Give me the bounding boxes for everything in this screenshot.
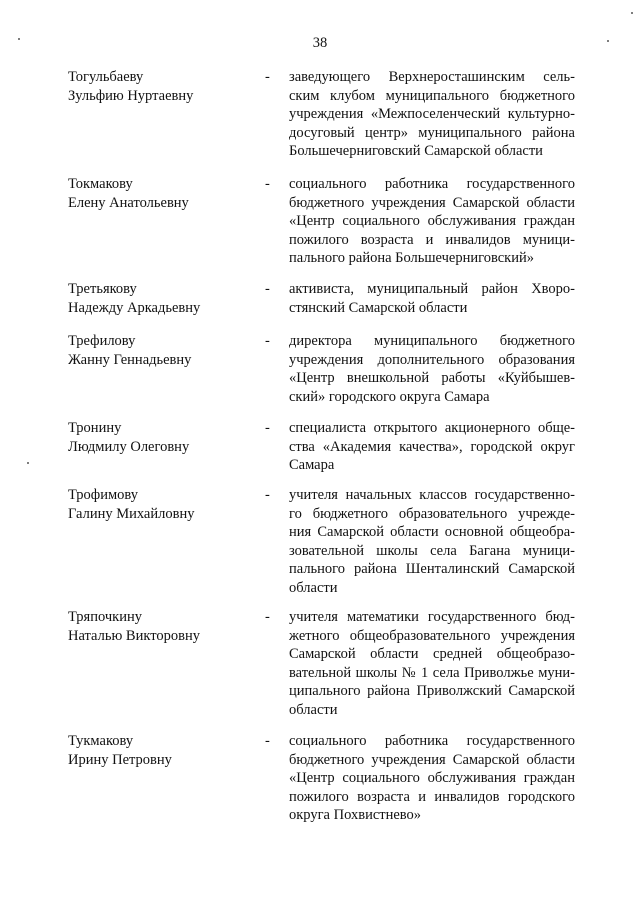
person-name: [68, 608, 258, 645]
description-line: области: [289, 701, 338, 718]
description-line: ства «Академия качества», городской округ: [289, 438, 575, 455]
person-name: [68, 332, 258, 369]
description-line: Самарской области средней общеобразо-: [289, 646, 575, 662]
surname: Третьякову: [68, 281, 137, 297]
description-line: заведующего Верхнеросташинским сель-: [289, 69, 575, 85]
surname: Трофимову: [68, 487, 138, 503]
description-line: зовательной школы села Багана муници-: [289, 542, 575, 559]
description-line: социального работника государственного: [289, 176, 575, 192]
person-name: [68, 280, 258, 317]
description-line: «Центр социального обслуживания граждан: [289, 770, 575, 786]
scan-speck: [18, 38, 20, 40]
description-line: ским клубом муниципального бюджетного: [289, 87, 575, 104]
surname: Тронину: [68, 420, 122, 436]
dash-separator: -: [265, 487, 270, 503]
given-names: Елену Анатольевну: [68, 194, 189, 211]
surname: Тукмакову: [68, 733, 134, 749]
description-line: пального района Большечерниговский»: [289, 250, 534, 266]
description-line: учреждения дополнительного образования: [289, 351, 575, 368]
description-line: досуговый центр» муниципального района: [289, 124, 575, 141]
given-names: Наталью Викторовну: [68, 627, 200, 644]
description-line: «Центр внешкольной работы «Куйбышев-: [289, 370, 575, 386]
given-names: Жанну Геннадьевну: [68, 351, 192, 368]
surname: Тогульбаеву: [68, 69, 144, 85]
person-name: [68, 486, 258, 523]
description-line: го бюджетного образовательного учрежде-: [289, 505, 575, 522]
person-name: [68, 68, 258, 105]
dash-separator: -: [265, 281, 270, 297]
given-names: Людмилу Олеговну: [68, 438, 190, 455]
position-description: [289, 732, 575, 825]
page-number: 38: [312, 35, 328, 51]
description-line: вательной школы № 1 села Приволжье муни-: [289, 664, 575, 681]
person-name: [68, 732, 258, 769]
description-line: бюджетного учреждения Самарской области: [289, 751, 575, 768]
description-line: учителя начальных классов государственно-: [289, 487, 575, 503]
person-name: [68, 175, 258, 212]
description-line: директора муниципального бюджетного: [289, 333, 575, 349]
description-line: области: [289, 579, 338, 596]
description-line: жетного общеобразовательного учреждения: [289, 627, 575, 644]
person-name: [68, 419, 258, 456]
description-line: бюджетного учреждения Самарской области: [289, 194, 575, 211]
dash-separator: -: [265, 333, 270, 349]
surname: Трефилову: [68, 333, 136, 349]
given-names: Зульфию Нуртаевну: [68, 87, 194, 104]
position-description: [289, 419, 575, 475]
dash-separator: -: [265, 69, 270, 85]
description-line: пожилого возраста и инвалидов городского: [289, 788, 575, 805]
dash-separator: -: [265, 176, 270, 192]
description-line: Самара: [289, 457, 335, 473]
position-description: [289, 175, 575, 268]
given-names: Галину Михайловну: [68, 505, 195, 522]
dash-separator: -: [265, 733, 270, 749]
description-line: стянский Самарской области: [289, 299, 468, 316]
description-line: ципального района Приволжский Самарской: [289, 683, 575, 699]
description-line: ский» городского округа Самара: [289, 388, 490, 405]
description-line: учителя математики государственного бюд-: [289, 609, 575, 625]
dash-separator: -: [265, 420, 270, 436]
surname: Токмакову: [68, 176, 133, 192]
description-line: Большечерниговский Самарской области: [289, 143, 543, 159]
position-description: [289, 332, 575, 406]
surname: Тряпочкину: [68, 609, 142, 625]
position-description: [289, 486, 575, 597]
description-line: специалиста открытого акционерного обще-: [289, 420, 575, 436]
scan-speck: [631, 12, 633, 14]
given-names: Надежду Аркадьевну: [68, 299, 201, 316]
position-description: [289, 68, 575, 161]
description-line: ния Самарской области основной общеобра-: [289, 524, 575, 540]
dash-separator: -: [265, 609, 270, 625]
scan-speck: [27, 462, 29, 464]
given-names: Ирину Петровну: [68, 751, 172, 768]
description-line: пального района Шенталинский Самарской: [289, 561, 575, 577]
description-line: пожилого возраста и инвалидов муници-: [289, 231, 575, 248]
position-description: [289, 280, 575, 317]
description-line: учреждения «Межпоселенческий культурно-: [289, 106, 575, 122]
description-line: «Центр социального обслуживания граждан: [289, 213, 575, 229]
description-line: активиста, муниципальный район Хворо-: [289, 281, 575, 297]
position-description: [289, 608, 575, 719]
description-line: округа Похвистнево»: [289, 807, 422, 823]
description-line: социального работника государственного: [289, 733, 575, 749]
scan-speck: [607, 40, 609, 42]
